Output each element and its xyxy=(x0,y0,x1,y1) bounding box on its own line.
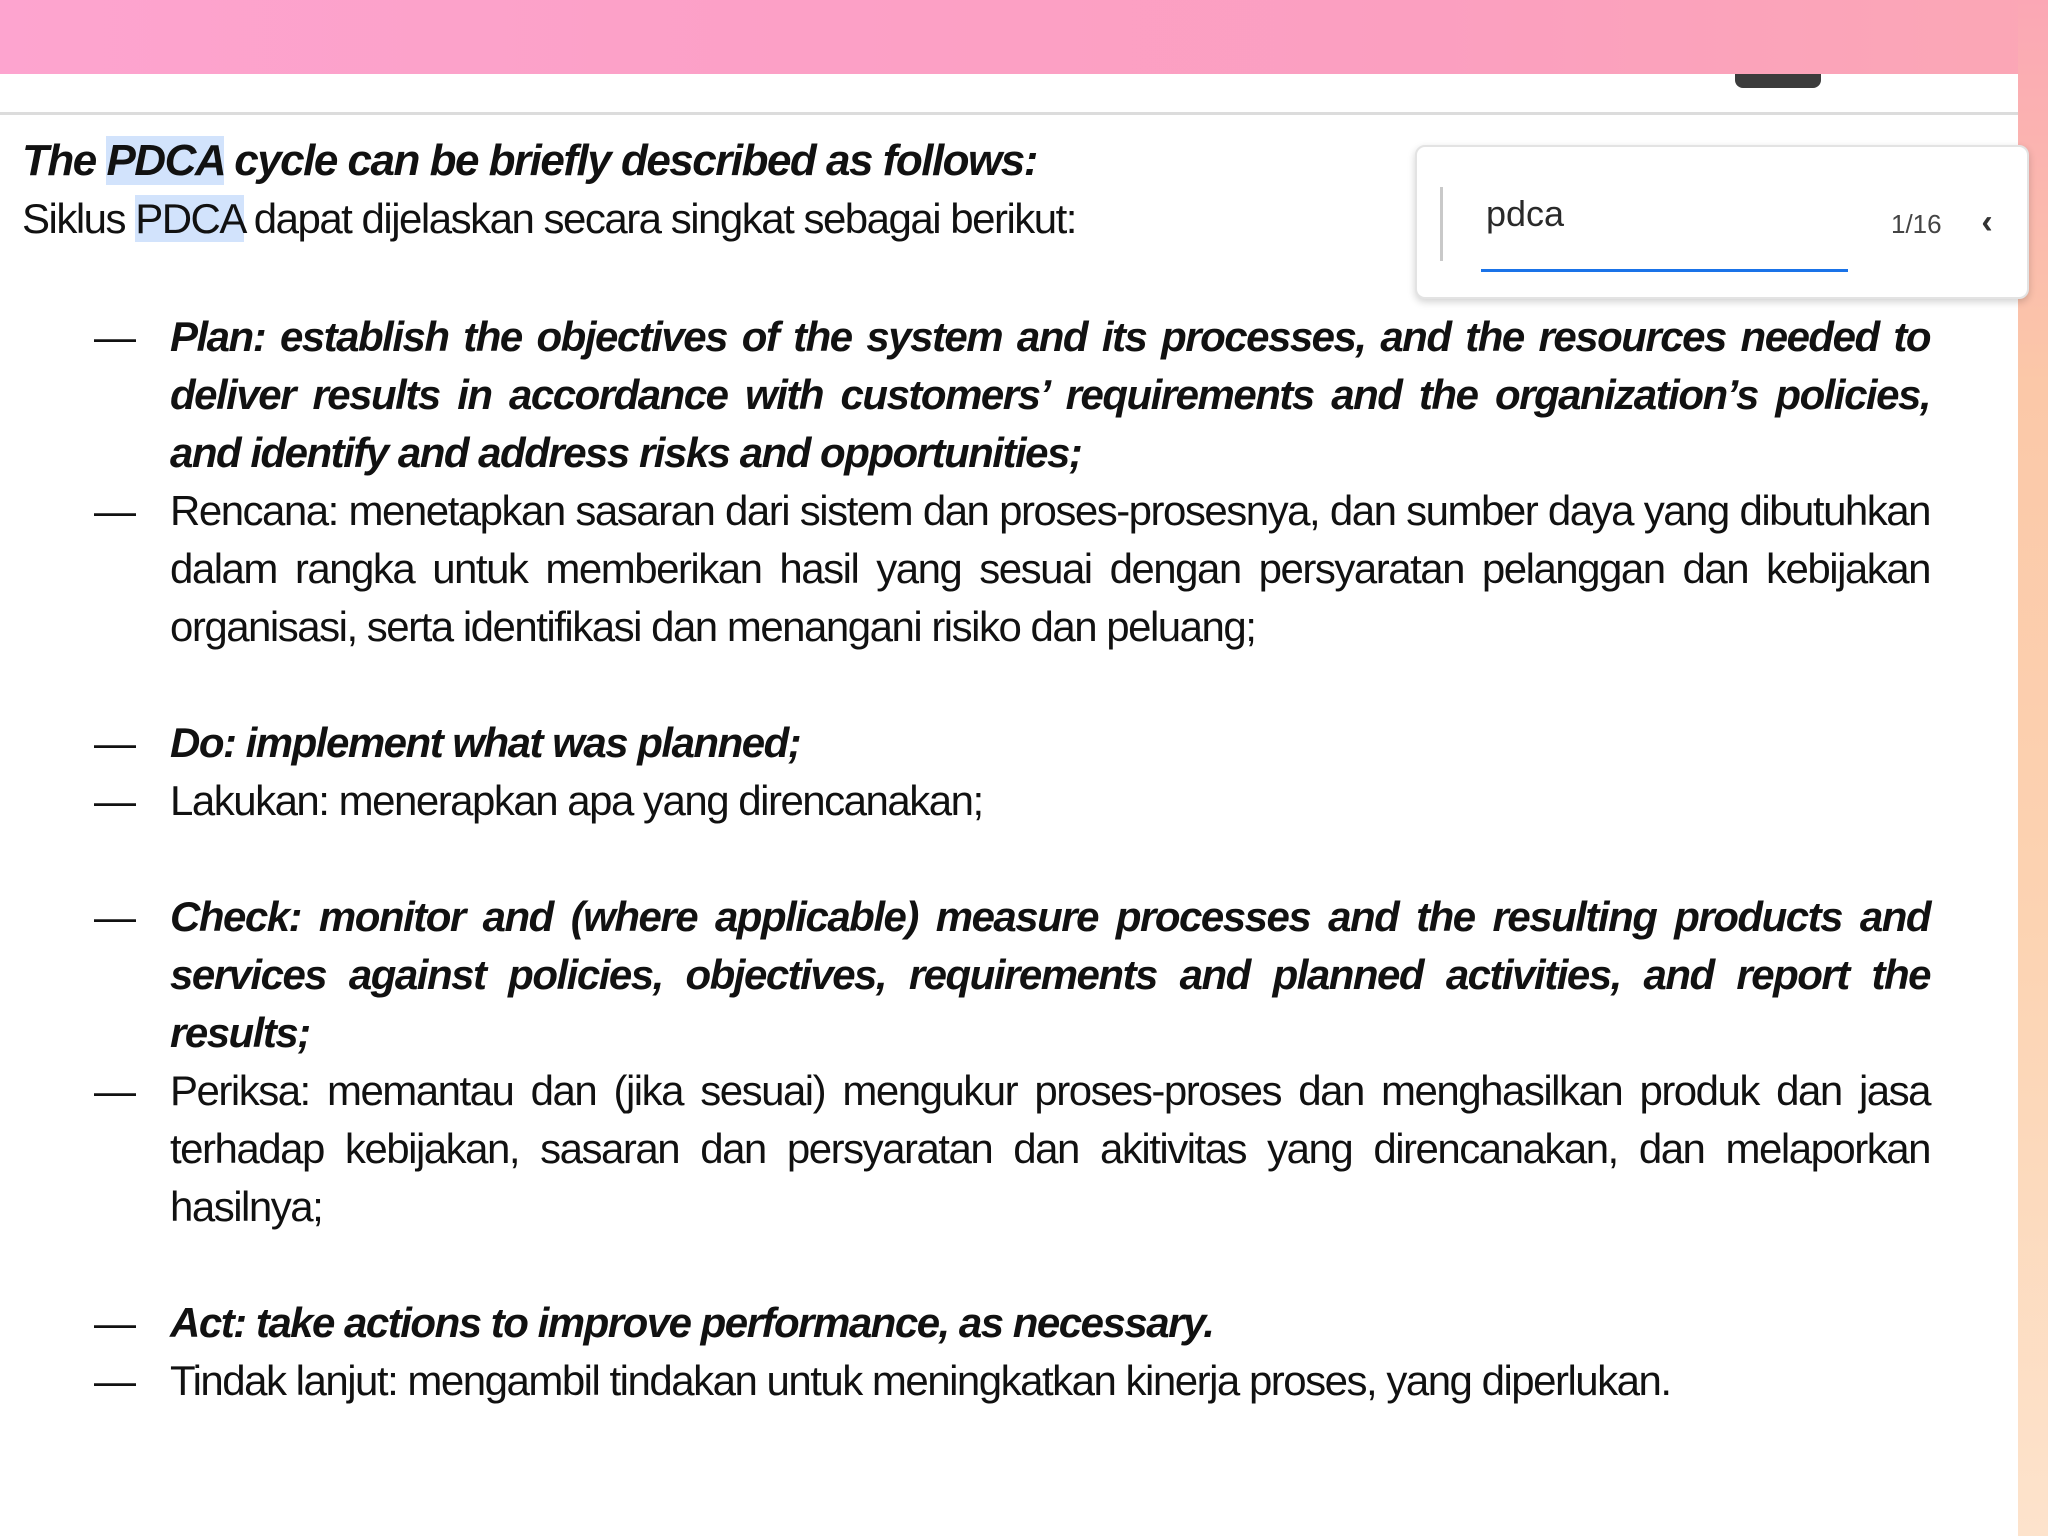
heading-text-pre: The xyxy=(22,136,107,185)
dash-bullet: — xyxy=(94,487,136,534)
check-indonesian-text: Periksa: memantau dan (jika sesuai) mengukur proses-proses dan menghasilkan produk dan jasa terhadap kebijakan, sasaran dan persyaratan dan akitivitas yang direncanakan, dan melaporkan hasilnya; xyxy=(170,1067,1930,1230)
act-indonesian-text: Tindak lanjut: mengambil tindakan untuk meningkatkan kinerja proses, yang diperlukan. xyxy=(170,1357,1671,1404)
dash-bullet: — xyxy=(94,893,136,940)
search-highlight: PDCA xyxy=(135,195,244,242)
list-item-check-id xyxy=(22,1062,1962,1236)
toolbar-divider xyxy=(0,112,2018,115)
act-english-text: Act: take actions to improve performance, as necessary. xyxy=(170,1299,1214,1346)
plan-indonesian-text: Rencana: menetapkan sasaran dari sistem dan proses-prosesnya, dan sumber daya yang dibutuhkan dalam rangka untuk memberikan hasil yang sesuai dengan persyaratan pelanggan dan kebijakan organisasi, serta identifikasi dan menangani risiko dan peluang; xyxy=(170,487,1930,650)
do-indonesian-text: Lakukan: menerapkan apa yang direncanakan; xyxy=(170,777,983,824)
dash-bullet: — xyxy=(94,313,136,360)
document-content xyxy=(22,132,1962,1410)
toolbar-handle[interactable] xyxy=(1735,74,1821,88)
dash-bullet: — xyxy=(94,1067,136,1114)
pdca-list xyxy=(22,308,1962,1410)
chevron-left-icon: ‹ xyxy=(1981,202,1993,241)
find-bar-separator xyxy=(1440,187,1443,261)
dash-bullet: — xyxy=(94,777,136,824)
find-match-count: 1/16 xyxy=(1891,209,1942,239)
list-item-act-id xyxy=(22,1352,1962,1410)
find-bar xyxy=(1415,145,2029,299)
dash-bullet: — xyxy=(94,719,136,766)
list-item-plan-en xyxy=(22,308,1962,482)
list-item-plan-id xyxy=(22,482,1962,656)
do-english-text: Do: implement what was planned; xyxy=(170,719,801,766)
find-input-underline xyxy=(1481,269,1848,272)
subheading-text-pre: Siklus xyxy=(22,195,136,242)
dash-bullet: — xyxy=(94,1357,136,1404)
previous-match-button[interactable] xyxy=(1962,197,2012,247)
list-item-check-en xyxy=(22,888,1962,1062)
subheading-text-post: dapat dijelaskan secara singkat sebagai berikut: xyxy=(243,195,1076,242)
top-decorative-band xyxy=(0,0,2048,74)
list-item-do-id xyxy=(22,772,1962,830)
list-item-act-en xyxy=(22,1294,1962,1352)
dash-bullet: — xyxy=(94,1299,136,1346)
check-english-text: Check: monitor and (where applicable) measure processes and the resulting products and services against policies, objectives, requirements and planned activities, and report the results; xyxy=(170,893,1930,1056)
heading-text-post: cycle can be briefly described as follows: xyxy=(223,136,1037,185)
find-input[interactable] xyxy=(1482,187,1790,241)
plan-english-text: Plan: establish the objectives of the system and its processes, and the resources needed to deliver results in accordance with customers’ requirements and the organization’s policies, and identify and address risks and opportunities; xyxy=(170,313,1930,476)
list-item-do-en xyxy=(22,714,1962,772)
search-highlight: PDCA xyxy=(106,136,224,185)
